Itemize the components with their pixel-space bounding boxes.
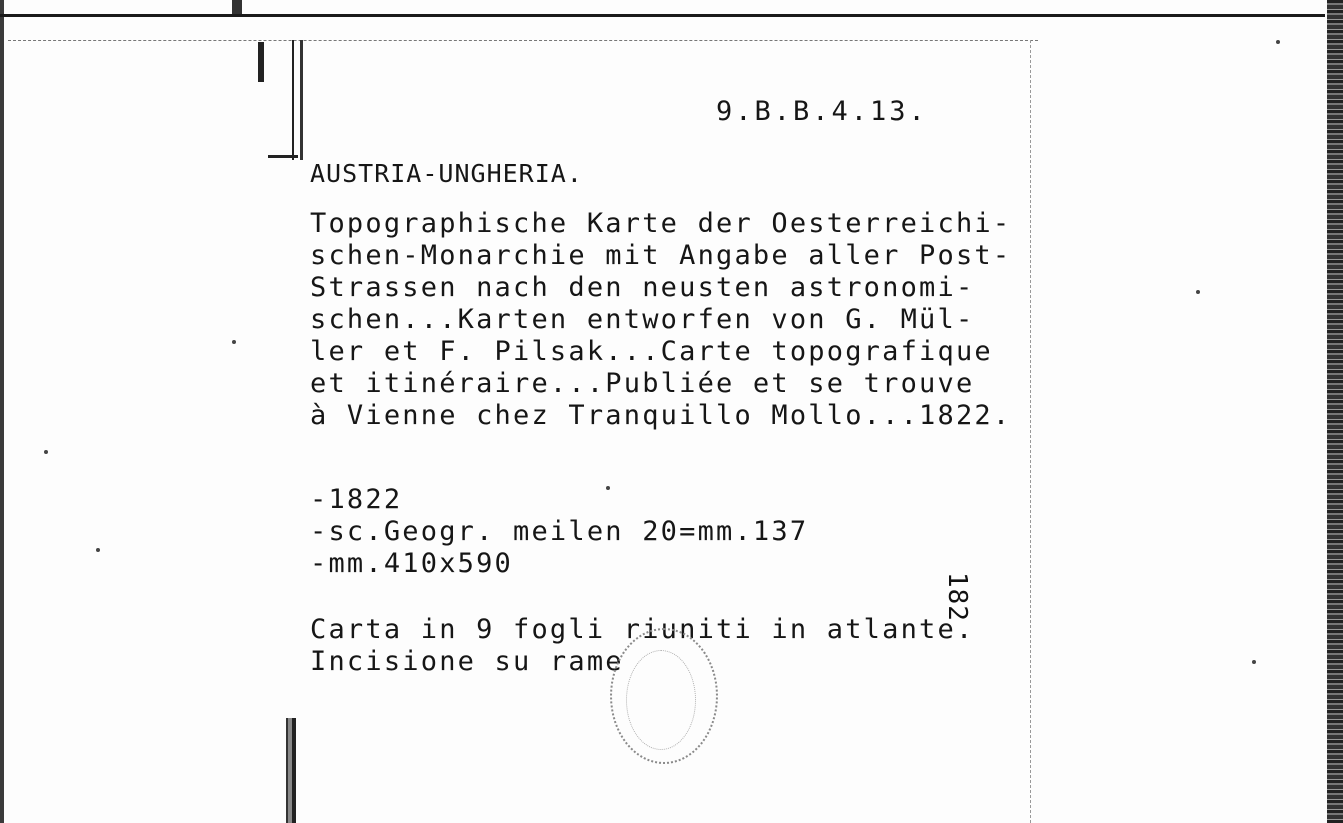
description-line: Strassen nach den neusten astronomi- bbox=[310, 272, 975, 303]
description-line: ler et F. Pilsak...Carte topografique bbox=[310, 336, 993, 367]
meta-line-scale: -sc.Geogr. meilen 20=mm.137 bbox=[310, 516, 809, 547]
description-line: à Vienne chez Tranquillo Mollo...1822. bbox=[310, 400, 1012, 431]
scan-left-border bbox=[0, 0, 4, 823]
description-line: Topographische Karte der Oesterreichi- bbox=[310, 208, 1012, 239]
note-line: Incisione su rame bbox=[310, 646, 624, 677]
description-line: et itinéraire...Publiée et se trouve bbox=[310, 368, 975, 399]
scan-top-border bbox=[0, 14, 1325, 17]
card-top-edge bbox=[8, 40, 1038, 42]
card-tick-mark bbox=[258, 42, 264, 82]
description-line: schen...Karten entworfen von G. Mül- bbox=[310, 304, 975, 335]
library-stamp-inner bbox=[626, 650, 696, 750]
catalog-number: 9.B.B.4.13. bbox=[716, 96, 928, 127]
scan-speck bbox=[44, 450, 48, 454]
top-mark bbox=[232, 0, 242, 14]
card-right-edge bbox=[1030, 40, 1031, 823]
note-line: Carta in 9 fogli riuniti in atlante. bbox=[310, 614, 975, 645]
card-heading: AUSTRIA-UNGHERIA. bbox=[310, 159, 583, 188]
description-block bbox=[310, 208, 1011, 432]
meta-block bbox=[310, 484, 808, 580]
scan-speck bbox=[606, 486, 610, 490]
scan-speck bbox=[96, 548, 100, 552]
card-left-edge bbox=[292, 40, 304, 160]
meta-line-date: -1822 bbox=[310, 484, 403, 515]
scan-speck bbox=[1196, 290, 1200, 294]
scan-right-edge bbox=[1327, 0, 1343, 823]
side-number: 182 bbox=[942, 572, 972, 622]
meta-line-size: -mm.410x590 bbox=[310, 548, 514, 579]
card-left-edge-bottom bbox=[286, 718, 298, 823]
card-left-notch bbox=[268, 155, 298, 158]
scan-speck bbox=[1252, 660, 1256, 664]
scan-speck bbox=[232, 340, 236, 344]
scan-speck bbox=[1276, 40, 1280, 44]
description-line: schen-Monarchie mit Angabe aller Post- bbox=[310, 240, 1012, 271]
